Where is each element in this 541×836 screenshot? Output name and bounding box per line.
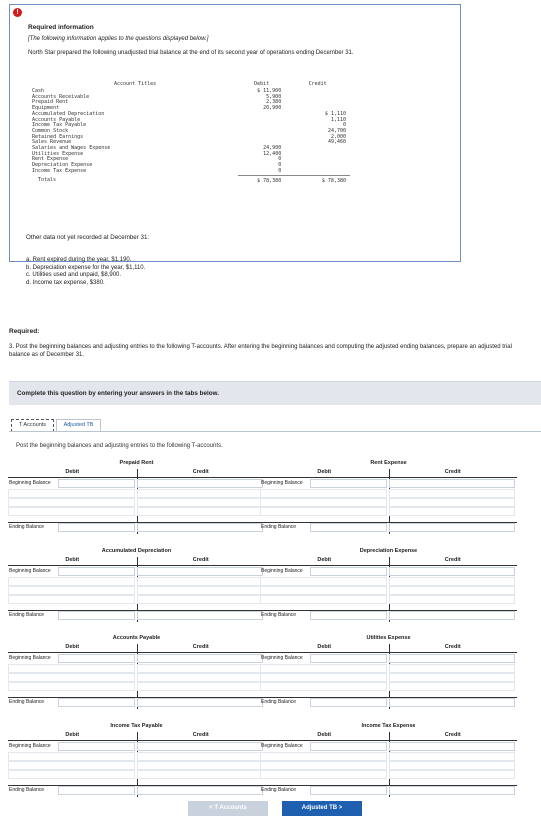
t-account [260, 548, 517, 626]
beginning-balance-label: Beginning Balance [261, 480, 303, 486]
totals-label: Totals [38, 177, 57, 184]
entry-debit-input[interactable] [260, 586, 387, 595]
ending-balance-label: Ending Balance [261, 699, 297, 705]
entry-credit-input[interactable] [137, 595, 263, 604]
account-name: Common Stock [32, 127, 69, 134]
entry-row [8, 752, 265, 761]
entry-row [8, 577, 265, 586]
entry-row [8, 489, 265, 498]
entry-row [260, 507, 517, 516]
entry-row [260, 761, 517, 770]
required-label: Required: [9, 328, 40, 335]
entry-debit-input[interactable] [260, 673, 387, 682]
debit-amount: 0 [238, 169, 285, 175]
beginning-debit-input[interactable] [310, 479, 387, 488]
prev-tab-button[interactable]: < T Accounts [188, 801, 268, 816]
credit-column-label: Credit [192, 469, 209, 475]
entry-credit-input[interactable] [389, 577, 515, 586]
entry-row [8, 770, 265, 779]
ending-balance-row [260, 610, 517, 619]
entry-credit-input[interactable] [137, 682, 263, 691]
debit-column-label: Debit [317, 732, 332, 738]
credit-column-label: Credit [444, 732, 461, 738]
debit-amount: 0 [278, 162, 282, 169]
t-account [8, 548, 265, 626]
account-name: Equipment [32, 105, 60, 112]
t-account [8, 460, 265, 538]
entry-debit-input[interactable] [260, 761, 387, 770]
account-name: Salaries and Wages Expense [32, 145, 111, 152]
credit-column-label: Credit [192, 644, 209, 650]
entry-debit-input[interactable] [8, 761, 135, 770]
credit-amount: 1,110 [330, 116, 346, 123]
adjustment-item: c. Utilities used and unpaid, $8,900. [26, 272, 122, 279]
entry-credit-input[interactable] [389, 489, 515, 498]
t-account [8, 723, 265, 801]
entry-debit-input[interactable] [8, 489, 135, 498]
debit-amount: 5,900 [266, 93, 282, 100]
entry-debit-input[interactable] [8, 752, 135, 761]
debit-column-label: Debit [317, 644, 332, 650]
adjustment-item: a. Rent expired during the year, $1,190. [26, 257, 132, 263]
ending-balance-label: Ending Balance [261, 612, 297, 618]
entry-credit-input[interactable] [389, 673, 515, 682]
entry-row [260, 577, 517, 586]
ending-credit-input[interactable] [389, 523, 515, 532]
beginning-credit-input[interactable] [137, 654, 263, 663]
ending-balance-row [260, 522, 517, 531]
ending-balance-label: Ending Balance [9, 524, 45, 530]
ending-debit-input[interactable] [58, 523, 135, 532]
entry-row [260, 489, 517, 498]
entry-row [8, 507, 265, 516]
entry-credit-input[interactable] [389, 761, 515, 770]
credit-column-label: Credit [192, 732, 209, 738]
entry-credit-input[interactable] [389, 770, 515, 779]
account-name: Income Tax Expense [32, 168, 87, 175]
debit-amount: 12,400 [263, 150, 282, 157]
entry-debit-input[interactable] [260, 489, 387, 498]
entry-credit-input[interactable] [389, 507, 515, 516]
beginning-debit-input[interactable] [58, 479, 135, 488]
t-account [260, 635, 517, 713]
next-tab-button[interactable]: Adjusted TB > [282, 801, 362, 816]
beginning-balance-row [260, 742, 517, 751]
entry-row [8, 664, 265, 673]
credit-column-label: Credit [192, 557, 209, 563]
required-text: 3. Post the beginning balances and adjusting entries to the following T-accounts. After entering the beginning balances and computing the adjusted ending balances, prepare an adjusted trial balance as of December 31. [9, 344, 512, 358]
beginning-credit-input[interactable] [389, 567, 515, 576]
ending-credit-input[interactable] [137, 786, 263, 795]
beginning-balance-row [260, 479, 517, 488]
entry-credit-input[interactable] [137, 761, 263, 770]
debit-amount: 24,900 [263, 145, 282, 152]
ending-debit-input[interactable] [310, 786, 387, 795]
ending-balance-label: Ending Balance [9, 699, 45, 705]
trial-balance-header [32, 80, 350, 89]
debit-column-label: Debit [65, 732, 80, 738]
ending-balance-row [8, 610, 265, 619]
t-account-title: Income Tax Payable [110, 723, 163, 729]
other-data-heading: Other data not yet recorded at December 31: [26, 234, 150, 241]
entry-row [260, 752, 517, 761]
entry-row [260, 595, 517, 604]
credit-column-label: Credit [444, 469, 461, 475]
account-name: Cash [32, 88, 45, 94]
credit-amount: 0 [342, 122, 346, 129]
entry-row [260, 664, 517, 673]
required-information-title: Required information [28, 24, 94, 31]
entry-debit-input[interactable] [260, 682, 387, 691]
ending-credit-input[interactable] [137, 523, 263, 532]
ending-debit-input[interactable] [310, 698, 387, 707]
entry-debit-input[interactable] [260, 752, 387, 761]
information-note: [The following information applies to the questions displayed below.] [28, 36, 209, 42]
credit-amount: 24,700 [327, 127, 346, 134]
account-name: Accounts Receivable [32, 93, 90, 100]
entry-row [260, 673, 517, 682]
t-account-title: Depreciation Expense [359, 548, 418, 554]
ending-credit-input[interactable] [389, 698, 515, 707]
t-account-title: Rent Expense [370, 460, 407, 466]
entry-credit-input[interactable] [137, 752, 263, 761]
t-account-title: Accumulated Depreciation [101, 548, 172, 554]
entry-credit-input[interactable] [137, 577, 263, 586]
beginning-balance-label: Beginning Balance [261, 568, 303, 574]
entry-debit-input[interactable] [260, 664, 387, 673]
entry-credit-input[interactable] [137, 586, 263, 595]
ending-balance-label: Ending Balance [9, 787, 45, 793]
beginning-debit-input[interactable] [310, 654, 387, 663]
beginning-debit-input[interactable] [310, 567, 387, 576]
debit-amount: 0 [278, 156, 282, 163]
entry-debit-input[interactable] [260, 507, 387, 516]
debit-column-label: Debit [317, 557, 332, 563]
ending-balance-label: Ending Balance [9, 612, 45, 618]
entry-debit-input[interactable] [8, 673, 135, 682]
ending-debit-input[interactable] [310, 523, 387, 532]
t-account-title: Accounts Payable [112, 635, 161, 641]
account-name: Accumulated Depreciation [32, 110, 105, 117]
t-account [260, 460, 517, 538]
debit-amount: 2,380 [266, 99, 282, 106]
entry-row [8, 498, 265, 507]
entry-debit-input[interactable] [8, 770, 135, 779]
entry-debit-input[interactable] [8, 586, 135, 595]
beginning-balance-label: Beginning Balance [9, 480, 51, 486]
ending-balance-label: Ending Balance [261, 524, 297, 530]
beginning-balance-row [8, 742, 265, 751]
ending-balance-row [8, 697, 265, 706]
debit-column-label: Debit [65, 557, 80, 563]
alert-icon: ! [13, 8, 22, 17]
ending-debit-input[interactable] [58, 786, 135, 795]
t-account-title: Prepaid Rent [119, 460, 154, 466]
ending-debit-input[interactable] [58, 611, 135, 620]
entry-credit-input[interactable] [389, 664, 515, 673]
entry-credit-input[interactable] [137, 770, 263, 779]
debit-column-label: Debit [65, 644, 80, 650]
beginning-debit-input[interactable] [310, 742, 387, 751]
entry-debit-input[interactable] [8, 664, 135, 673]
beginning-credit-input[interactable] [389, 654, 515, 663]
ending-balance-row [260, 697, 517, 706]
account-name: Accounts Payable [32, 116, 81, 123]
ending-balance-label: Ending Balance [261, 787, 297, 793]
beginning-credit-input[interactable] [389, 742, 515, 751]
entry-debit-input[interactable] [8, 507, 135, 516]
entry-row [8, 761, 265, 770]
account-name: Prepaid Rent [32, 99, 69, 106]
beginning-balance-row [260, 654, 517, 663]
credit-header: Credit [308, 81, 327, 87]
entry-row [260, 682, 517, 691]
entry-debit-input[interactable] [8, 595, 135, 604]
account-name: Utilities Expense [32, 150, 84, 157]
beginning-balance-row [260, 567, 517, 576]
beginning-credit-input[interactable] [389, 479, 515, 488]
entry-credit-input[interactable] [137, 489, 263, 498]
beginning-balance-row [8, 479, 265, 488]
adjustment-item: d. Income tax expense, $380. [26, 279, 105, 286]
t-account [8, 635, 265, 713]
ending-balance-row [8, 785, 265, 794]
beginning-credit-input[interactable] [137, 479, 263, 488]
tab-adjusted-tb[interactable]: Adjusted TB [56, 419, 101, 432]
post-instructions: Post the beginning balances and adjusting entries to the following T-accounts. [16, 443, 223, 449]
t-account-title: Income Tax Expense [361, 723, 416, 729]
ending-balance-row [8, 522, 265, 531]
credit-column-label: Credit [444, 557, 461, 563]
t-account [260, 723, 517, 801]
totals-row [32, 175, 350, 184]
account-name: Depreciation Expense [32, 162, 93, 169]
debit-header: Debit [254, 81, 270, 87]
entry-row [260, 586, 517, 595]
tab-t-accounts[interactable]: T Accounts [11, 419, 54, 432]
credit-amount: 49,460 [327, 139, 346, 146]
beginning-balance-label: Beginning Balance [9, 568, 51, 574]
account-name: Sales Revenue [32, 139, 72, 146]
adjustment-list [26, 257, 145, 287]
entry-credit-input[interactable] [389, 586, 515, 595]
beginning-credit-input[interactable] [137, 742, 263, 751]
beginning-credit-input[interactable] [137, 567, 263, 576]
entry-credit-input[interactable] [389, 498, 515, 507]
entry-debit-input[interactable] [260, 770, 387, 779]
tab-divider [9, 431, 541, 432]
entry-credit-input[interactable] [389, 682, 515, 691]
debit-column-label: Debit [65, 469, 80, 475]
beginning-balance-label: Beginning Balance [9, 743, 51, 749]
entry-debit-input[interactable] [260, 498, 387, 507]
account-name: Retained Earnings [32, 133, 84, 140]
entry-debit-input[interactable] [8, 498, 135, 507]
entry-debit-input[interactable] [8, 682, 135, 691]
ending-debit-input[interactable] [310, 611, 387, 620]
entry-credit-input[interactable] [389, 752, 515, 761]
credit-amount: 2,000 [330, 133, 346, 140]
entry-row [8, 595, 265, 604]
ending-debit-input[interactable] [58, 698, 135, 707]
beginning-debit-input[interactable] [58, 742, 135, 751]
entry-credit-input[interactable] [137, 664, 263, 673]
beginning-balance-label: Beginning Balance [9, 655, 51, 661]
beginning-balance-label: Beginning Balance [261, 655, 303, 661]
entry-credit-input[interactable] [137, 498, 263, 507]
entry-row [8, 682, 265, 691]
instructions-bar [9, 381, 541, 405]
ending-credit-input[interactable] [137, 698, 263, 707]
entry-row [260, 770, 517, 779]
beginning-balance-row [8, 567, 265, 576]
ending-credit-input[interactable] [389, 786, 515, 795]
ending-balance-row [260, 785, 517, 794]
entry-debit-input[interactable] [8, 577, 135, 586]
beginning-debit-input[interactable] [58, 567, 135, 576]
debit-amount: 20,900 [263, 105, 282, 112]
entry-credit-input[interactable] [389, 595, 515, 604]
entry-row [8, 586, 265, 595]
credit-amount: $ 1,110 [324, 110, 346, 117]
account-name: Rent Expense [32, 156, 69, 163]
credit-column-label: Credit [444, 644, 461, 650]
ending-credit-input[interactable] [137, 611, 263, 620]
beginning-debit-input[interactable] [58, 654, 135, 663]
debit-column-label: Debit [317, 469, 332, 475]
ending-credit-input[interactable] [389, 611, 515, 620]
entry-row [8, 673, 265, 682]
beginning-balance-label: Beginning Balance [261, 743, 303, 749]
entry-credit-input[interactable] [137, 673, 263, 682]
debit-amount: $ 11,900 [257, 88, 282, 94]
account-titles-header: Account Titles [113, 81, 157, 87]
credit-total: $ 78,380 [321, 177, 346, 184]
t-account-title: Utilities Expense [366, 635, 411, 641]
unadjusted-trial-balance [32, 80, 350, 184]
instructions-text: Complete this question by entering your answers in the tabs below. [17, 390, 219, 397]
beginning-balance-row [8, 654, 265, 663]
account-name: Income Tax Payable [32, 122, 87, 129]
entry-debit-input[interactable] [260, 577, 387, 586]
entry-row [260, 498, 517, 507]
entry-credit-input[interactable] [137, 507, 263, 516]
adjustment-item: b. Depreciation expense for the year, $1,110. [26, 264, 146, 271]
debit-total: $ 78,380 [257, 177, 282, 184]
problem-description: North Star prepared the following unadjusted trial balance at the end of its second year of operations ending December 31. [28, 50, 354, 56]
entry-debit-input[interactable] [260, 595, 387, 604]
